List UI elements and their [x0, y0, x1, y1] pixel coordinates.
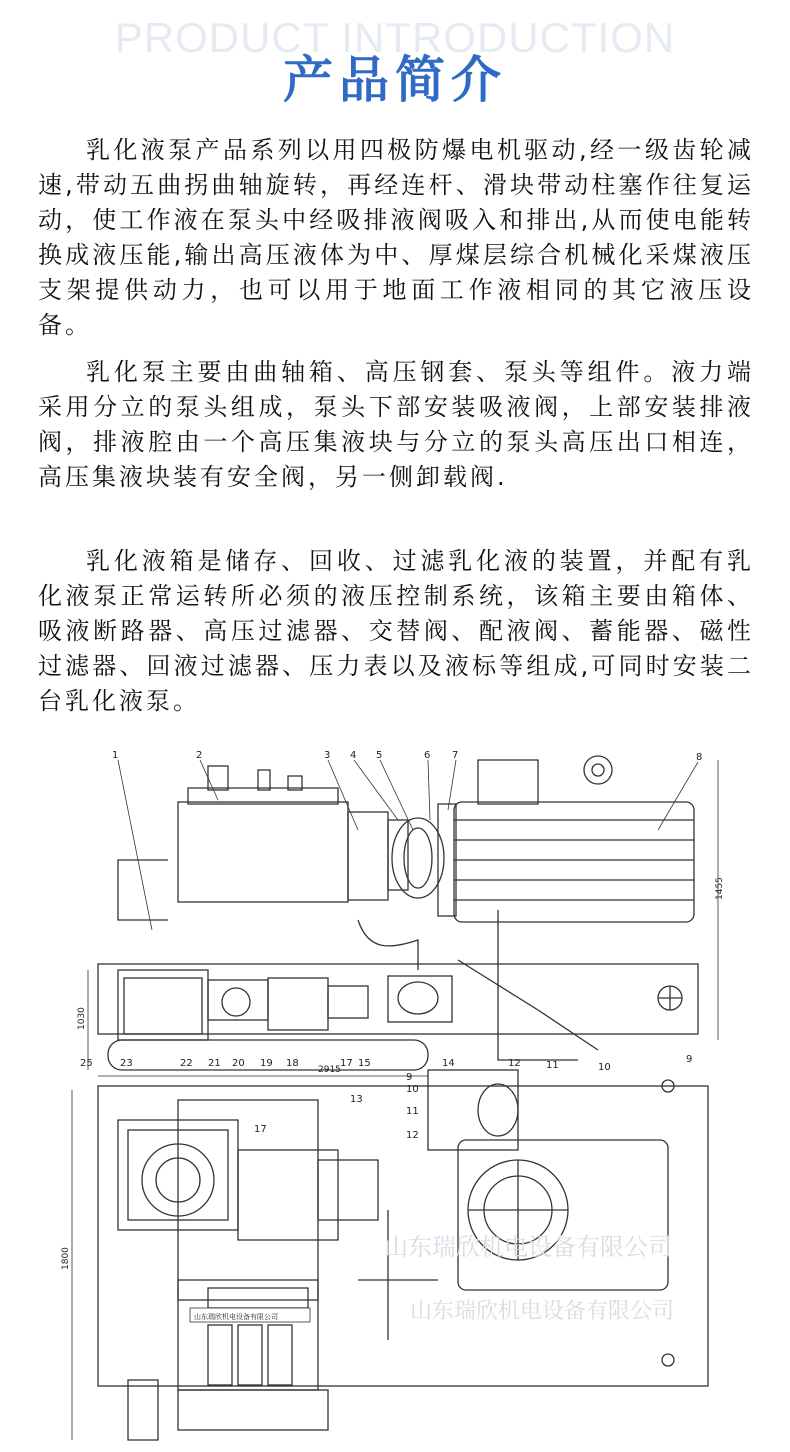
- callout-25: 25: [80, 1058, 93, 1069]
- paragraph-tank: [38, 544, 754, 719]
- dimension-height-lower: 1800: [61, 1247, 71, 1270]
- plan-callout-13: 13: [350, 1094, 363, 1105]
- paragraph-pump-components: [38, 355, 754, 495]
- lifting-eye: [584, 756, 612, 784]
- callout-22: 22: [180, 1058, 193, 1069]
- crankcase-outline: [178, 802, 348, 902]
- callout-12: 12: [508, 1058, 521, 1069]
- callout-11: 11: [546, 1060, 559, 1071]
- watermark-1: 山东瑞欣机电设备有限公司: [384, 1233, 672, 1261]
- gearbox-outline: [348, 812, 388, 900]
- page-header: [0, 0, 790, 120]
- callout-19: 19: [260, 1058, 273, 1069]
- callout-1: 1: [112, 750, 119, 761]
- callout-8: 8: [696, 752, 703, 763]
- nameplate-text: 山东瑞欣机电设备有限公司: [194, 1313, 278, 1321]
- watermark-2: 山东瑞欣机电设备有限公司: [410, 1299, 675, 1324]
- callout-6: 6: [424, 750, 431, 761]
- breather: [208, 766, 228, 790]
- tank-side-outline: [118, 970, 208, 1040]
- callout-7: 7: [452, 750, 459, 761]
- dimension-height-side: 1030: [77, 1007, 87, 1030]
- plan-callout-11: 11: [406, 1106, 419, 1117]
- callout-9: 9: [686, 1054, 693, 1065]
- callout-21: 21: [208, 1058, 221, 1069]
- pump-head-side: [268, 978, 328, 1030]
- dimension-height-upper: 1455: [715, 877, 725, 900]
- plan-callout-12: 12: [406, 1130, 419, 1141]
- callout-4: 4: [350, 750, 357, 761]
- callout-20: 20: [232, 1058, 245, 1069]
- paragraph-text: 乳化液泵产品系列以用四极防爆电机驱动,经一级齿轮减速,带动五曲拐曲轴旋转，再经连杆、滑块带动柱塞作往复运动，使工作液在泵头中经吸排液阀吸入和排出,从而使电能转换成液压能,输出高压液体为中、厚煤层综合机械化采煤液压支架提供动力，也可以用于地面工作液相同的其它液压设备。: [38, 136, 754, 339]
- paragraph-text: 乳化泵主要由曲轴箱、高压钢套、泵头等组件。液力端采用分立的泵头组成，泵头下部安装吸液阀，上部安装排液阀，排液腔由一个高压集液块与分立的泵头高压出口相连，高压集液块装有安全阀，另一侧卸载阀.: [38, 358, 754, 491]
- callout-15: 15: [358, 1058, 371, 1069]
- plan-callout-10: 10: [406, 1084, 419, 1095]
- plan-callout-9: 9: [406, 1072, 413, 1083]
- plan-gearbox: [428, 1070, 518, 1150]
- terminal-box: [478, 760, 538, 804]
- dimension-length: 2915: [318, 1065, 341, 1075]
- plan-pump-head: [178, 1280, 318, 1390]
- callout-10: 10: [598, 1062, 611, 1073]
- technical-drawing: [58, 740, 770, 1446]
- paragraph-text: 乳化液箱是储存、回收、过滤乳化液的装置，并配有乳化液泵正常运转所必须的液压控制系统，该箱主要由箱体、吸液断路器、高压过滤器、交替阀、配液阀、蓄能器、磁性过滤器、回液过滤器、压力表以及液标等组成,可同时安装二台乳化液泵。: [38, 547, 754, 715]
- page-title: 产品简介: [283, 51, 507, 109]
- header-watermark: PRODUCT INTRODUCTION: [114, 14, 676, 61]
- pump-station-drawing-svg: [58, 740, 770, 1446]
- plan-callout-17: 17: [254, 1124, 267, 1135]
- callout-3: 3: [324, 750, 331, 761]
- callout-5: 5: [376, 750, 383, 761]
- callout-23: 23: [120, 1058, 133, 1069]
- coupling: [392, 818, 444, 898]
- callout-14: 14: [442, 1058, 455, 1069]
- callout-17: 17: [340, 1058, 353, 1069]
- callout-18: 18: [286, 1058, 299, 1069]
- paragraph-pump-intro: [38, 133, 754, 343]
- callout-2: 2: [196, 750, 203, 761]
- plan-motor: [458, 1140, 668, 1290]
